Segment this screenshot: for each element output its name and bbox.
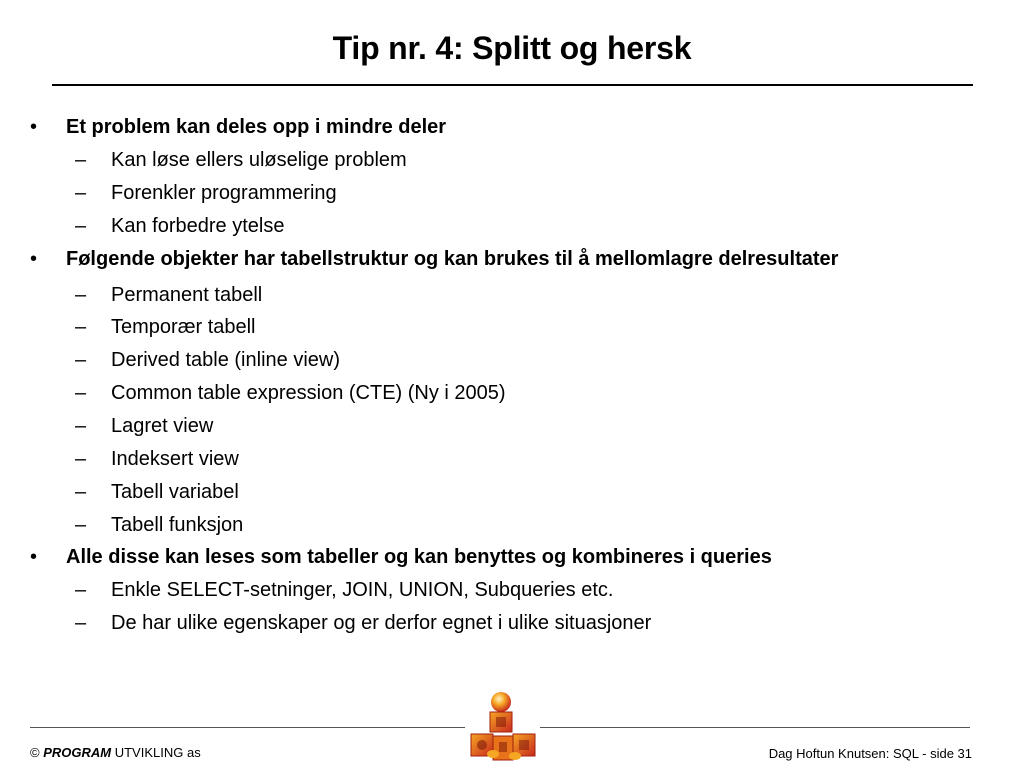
dash-marker: – (75, 215, 87, 237)
sub-bullet-text: De har ulike egenskaper og er derfor egnet i ulike situasjoner (111, 612, 652, 634)
dash-marker: – (75, 448, 87, 470)
bullet-text: Et problem kan deles opp i mindre deler (66, 116, 447, 138)
footer-page-info: Dag Hoftun Knutsen: SQL - side 31 (768, 746, 972, 761)
dash-marker: – (75, 149, 87, 171)
slide-title: Tip nr. 4: Splitt og hersk (332, 30, 692, 66)
sub-bullet-text: Lagret view (111, 415, 214, 437)
dash-marker: – (75, 284, 87, 306)
sub-bullet-text: Indeksert view (111, 448, 239, 470)
footer-company: UTVIKLING as (111, 745, 201, 760)
dash-marker: – (75, 579, 87, 601)
sub-bullet-text: Temporær tabell (111, 316, 256, 338)
sub-bullet-text: Permanent tabell (111, 284, 263, 306)
footer-copyright (30, 745, 201, 760)
dash-marker: – (75, 316, 87, 338)
program-utvikling-logo-icon (463, 690, 541, 768)
sub-bullet-text: Common table expression (CTE) (Ny i 2005) (111, 382, 506, 404)
footer-divider-right (540, 727, 970, 728)
dash-marker: – (75, 612, 87, 634)
title-divider (52, 84, 973, 86)
sub-bullet-text: Enkle SELECT-setninger, JOIN, UNION, Subqueries etc. (111, 579, 614, 601)
bullet-marker: • (30, 116, 38, 138)
sub-bullet-text: Forenkler programmering (111, 182, 337, 204)
bullet-marker: • (30, 546, 38, 568)
copyright-symbol: © (30, 745, 40, 760)
sub-bullet-text: Derived table (inline view) (111, 349, 340, 371)
dash-marker: – (75, 382, 87, 404)
dash-marker: – (75, 514, 87, 536)
footer-divider-left (30, 727, 465, 728)
sub-bullet-text: Tabell funksjon (111, 514, 244, 536)
dash-marker: – (75, 481, 87, 503)
sub-bullet-text: Kan løse ellers uløselige problem (111, 149, 407, 171)
dash-marker: – (75, 182, 87, 204)
bullet-text: Følgende objekter har tabellstruktur og kan brukes til å mellomlagre delresultater (66, 248, 839, 270)
bullet-marker: • (30, 248, 38, 270)
dash-marker: – (75, 415, 87, 437)
sub-bullet-text: Tabell variabel (111, 481, 239, 503)
bullet-text: Alle disse kan leses som tabeller og kan benyttes og kombineres i queries (66, 546, 772, 568)
sub-bullet-text: Kan forbedre ytelse (111, 215, 285, 237)
dash-marker: – (75, 349, 87, 371)
footer-brand: PROGRAM (43, 745, 112, 760)
